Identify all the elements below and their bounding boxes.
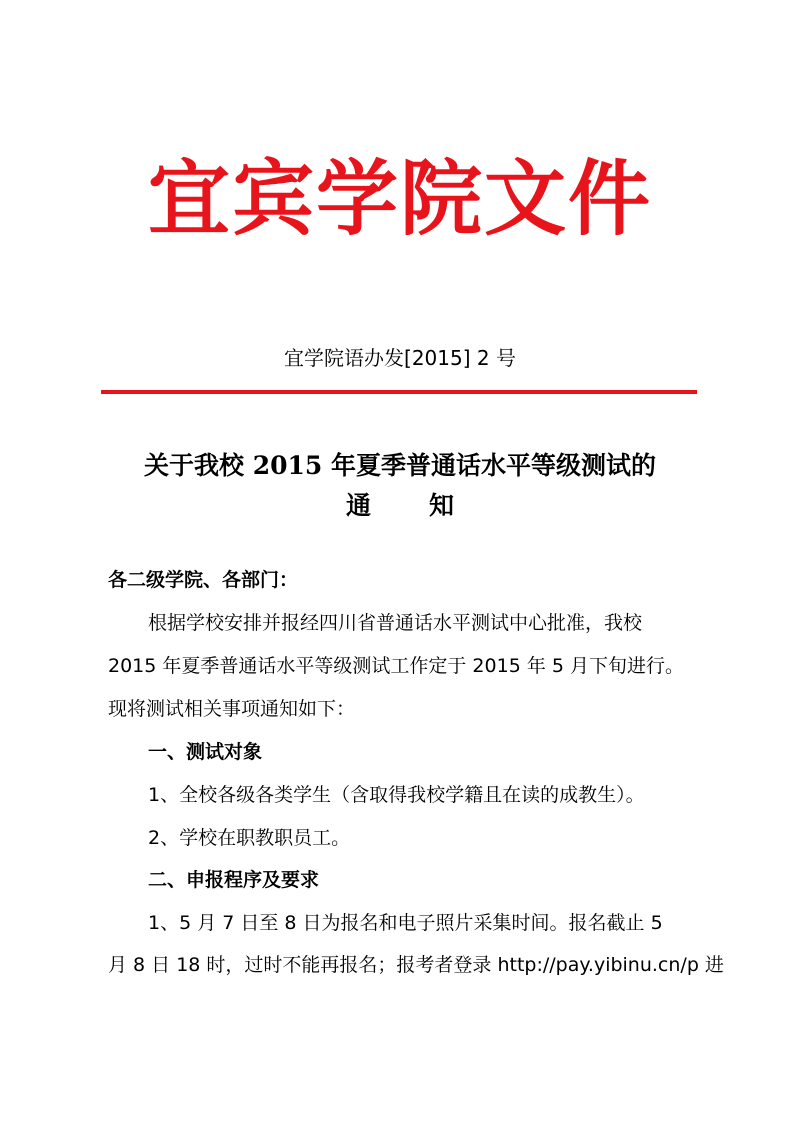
notice-title-char-1: 通 [345, 491, 371, 520]
section-1-item-2: 2、学校在职教职员工。 [148, 827, 351, 849]
intro-paragraph-line2: 2015 年夏季普通话水平等级测试工作定于 2015 年 5 月下旬进行。 [108, 655, 684, 677]
intro-paragraph-line3: 现将测试相关事项通知如下： [108, 698, 356, 720]
document-number: 宜学院语办发[2015] 2 号 [284, 346, 516, 370]
notice-title [0, 446, 800, 526]
document-header-title: 宜宾学院文件 [147, 151, 652, 247]
section-2-item-1-line2: 月 8 日 18 时，过时不能再报名；报考者登录 http://pay.yibinu.cn/p 进 [108, 954, 724, 976]
section-1-item-1: 1、全校各级各类学生（含取得我校学籍且在读的成教生）。 [148, 784, 645, 806]
header-divider [101, 390, 697, 394]
section-2-heading: 二、申报程序及要求 [148, 869, 320, 891]
notice-title-line2 [0, 486, 800, 526]
intro-paragraph-line1: 根据学校安排并报经四川省普通话水平测试中心批准，我校 [148, 612, 643, 634]
section-1-heading: 一、测试对象 [148, 741, 263, 763]
salutation: 各二级学院、各部门： [108, 569, 299, 591]
notice-title-line1: 关于我校 2015 年夏季普通话水平等级测试的 [144, 451, 656, 480]
section-2-item-1-line1: 1、5 月 7 日至 8 日为报名和电子照片采集时间。报名截止 5 [148, 912, 663, 934]
notice-title-char-2: 知 [429, 491, 455, 520]
